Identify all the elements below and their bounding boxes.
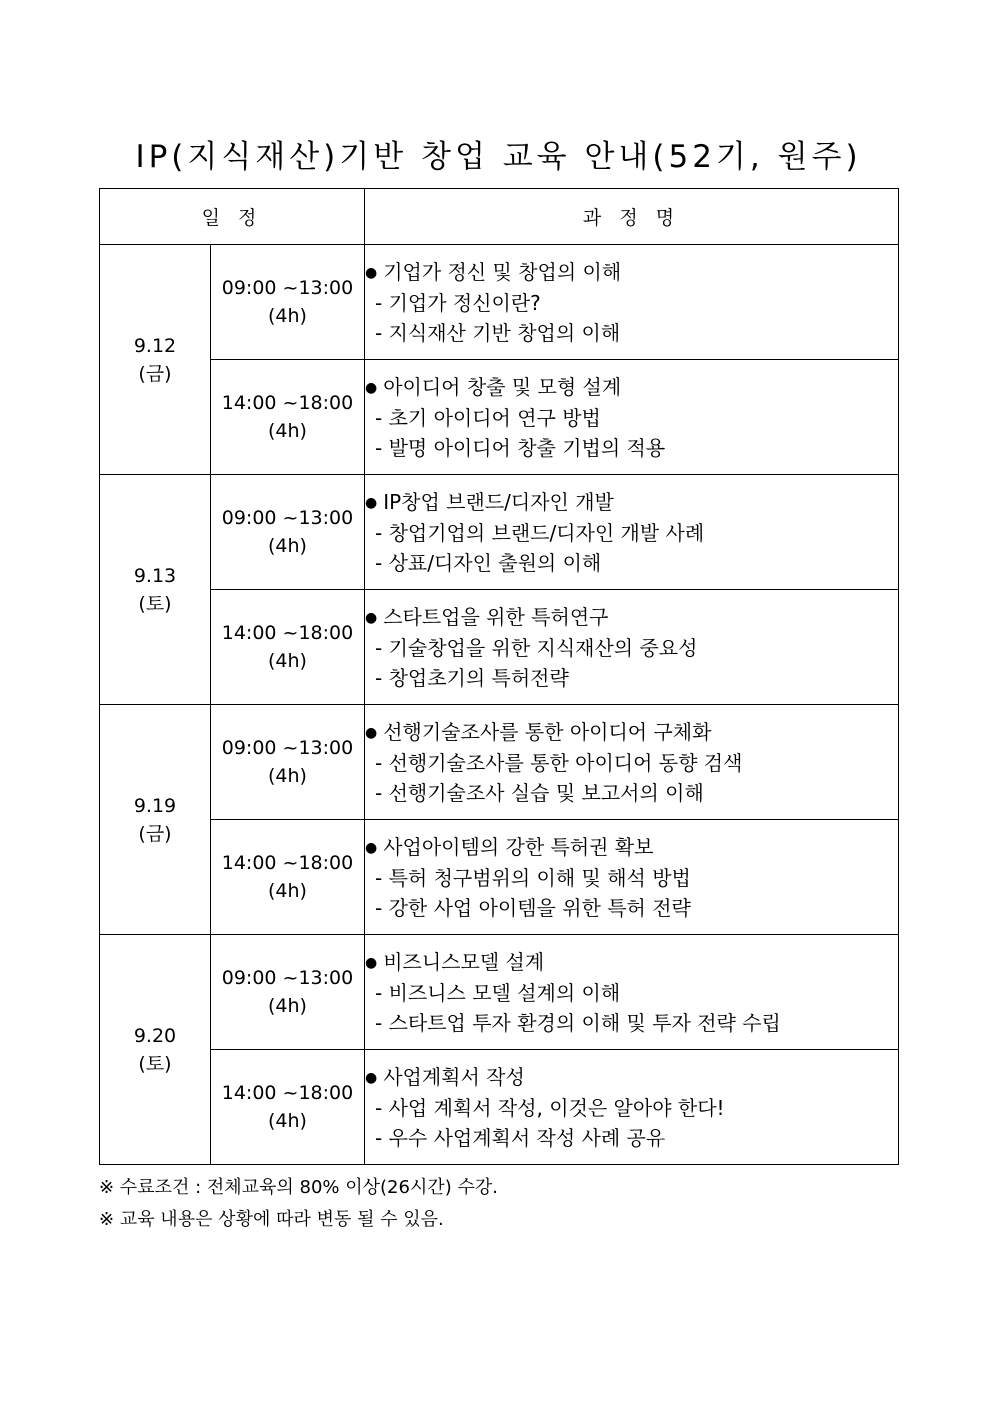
time-cell [211, 360, 365, 475]
course-topic: 아이디어 창출 및 모형 설계 [383, 374, 622, 399]
duration: (4h) [268, 880, 307, 902]
note-completion: ※ 수료조건 : 전체교육의 80% 이상(26시간) 수강. [99, 1177, 498, 1198]
date-cell [100, 475, 211, 705]
course-item: - 기술창업을 위한 지식재산의 중요성 [375, 635, 698, 660]
course-cell [365, 475, 899, 590]
time-cell [211, 245, 365, 360]
course-cell [365, 935, 899, 1050]
course-topic: 사업아이템의 강한 특허권 확보 [383, 834, 654, 859]
date: 9.13 [133, 564, 177, 587]
duration: (4h) [268, 995, 307, 1017]
duration: (4h) [268, 535, 307, 557]
duration: (4h) [268, 765, 307, 787]
time-range: 14:00 ~18:00 [221, 852, 354, 874]
course-cell [365, 590, 899, 705]
date: 9.12 [133, 334, 177, 357]
course-cell [365, 820, 899, 935]
table-row [100, 245, 899, 360]
time-cell [211, 1050, 365, 1165]
course-cell [365, 245, 899, 360]
header-course: 과 정 명 [365, 189, 899, 245]
bullet-icon: ● [365, 264, 378, 281]
date: 9.20 [133, 1024, 177, 1047]
time-range: 14:00 ~18:00 [221, 622, 354, 644]
table-header-row [100, 189, 899, 245]
course-item: - 특허 청구범위의 이해 및 해석 방법 [375, 865, 691, 890]
duration: (4h) [268, 1110, 307, 1132]
weekday: (토) [138, 1052, 172, 1075]
bullet-icon: ● [365, 609, 378, 626]
course-topic: IP창업 브랜드/디자인 개발 [383, 489, 614, 514]
bullet-icon: ● [365, 494, 378, 511]
course-item: - 비즈니스 모델 설계의 이해 [375, 980, 621, 1005]
course-item: - 강한 사업 아이템을 위한 특허 전략 [375, 895, 691, 920]
course-topic: 선행기술조사를 통한 아이디어 구체화 [383, 719, 712, 744]
time-cell [211, 935, 365, 1050]
time-cell [211, 475, 365, 590]
course-topic: 비즈니스모델 설계 [383, 949, 545, 974]
course-cell [365, 360, 899, 475]
time-cell [211, 820, 365, 935]
course-item: - 우수 사업계획서 작성 사례 공유 [375, 1125, 666, 1150]
date-cell [100, 935, 211, 1165]
schedule-table [99, 188, 899, 1165]
time-cell [211, 590, 365, 705]
weekday: (토) [138, 592, 172, 615]
header-schedule: 일 정 [100, 189, 365, 245]
date-cell [100, 245, 211, 475]
date-cell [100, 705, 211, 935]
table-row [100, 1050, 899, 1165]
page-title: IP(지식재산)기반 창업 교육 안내(52기, 원주) [135, 139, 862, 175]
table-row [100, 705, 899, 820]
course-cell [365, 1050, 899, 1165]
time-range: 09:00 ~13:00 [221, 507, 354, 529]
weekday: (금) [138, 362, 172, 385]
table-row [100, 590, 899, 705]
course-item: - 초기 아이디어 연구 방법 [375, 405, 601, 430]
course-item: - 선행기술조사를 통한 아이디어 동향 검색 [375, 750, 743, 775]
course-cell [365, 705, 899, 820]
table-row [100, 475, 899, 590]
bullet-icon: ● [365, 379, 378, 396]
bullet-icon: ● [365, 954, 378, 971]
course-item: - 스타트업 투자 환경의 이해 및 투자 전략 수립 [375, 1010, 781, 1035]
course-topic: 사업계획서 작성 [383, 1064, 525, 1089]
table-row [100, 360, 899, 475]
course-item: - 상표/디자인 출원의 이해 [375, 550, 602, 575]
course-item: - 지식재산 기반 창업의 이해 [375, 320, 621, 345]
date: 9.19 [133, 794, 177, 817]
time-range: 09:00 ~13:00 [221, 277, 354, 299]
bullet-icon: ● [365, 1069, 378, 1086]
note-change: ※ 교육 내용은 상황에 따라 변동 될 수 있음. [99, 1209, 444, 1230]
time-range: 09:00 ~13:00 [221, 967, 354, 989]
course-topic: 스타트업을 위한 특허연구 [383, 604, 609, 629]
duration: (4h) [268, 650, 307, 672]
duration: (4h) [268, 305, 307, 327]
time-range: 09:00 ~13:00 [221, 737, 354, 759]
duration: (4h) [268, 420, 307, 442]
course-item: - 발명 아이디어 창출 기법의 적용 [375, 435, 666, 460]
time-range: 14:00 ~18:00 [221, 392, 354, 414]
course-item: - 선행기술조사 실습 및 보고서의 이해 [375, 780, 704, 805]
table-row [100, 935, 899, 1050]
bullet-icon: ● [365, 839, 378, 856]
time-range: 14:00 ~18:00 [221, 1082, 354, 1104]
course-item: - 창업초기의 특허전략 [375, 665, 569, 690]
time-cell [211, 705, 365, 820]
notes [99, 1172, 498, 1236]
course-item: - 창업기업의 브랜드/디자인 개발 사례 [375, 520, 705, 545]
weekday: (금) [138, 822, 172, 845]
bullet-icon: ● [365, 724, 378, 741]
course-topic: 기업가 정신 및 창업의 이해 [383, 259, 622, 284]
course-item: - 기업가 정신이란? [375, 290, 541, 315]
table-row [100, 820, 899, 935]
course-item: - 사업 계획서 작성, 이것은 알아야 한다! [375, 1095, 725, 1120]
